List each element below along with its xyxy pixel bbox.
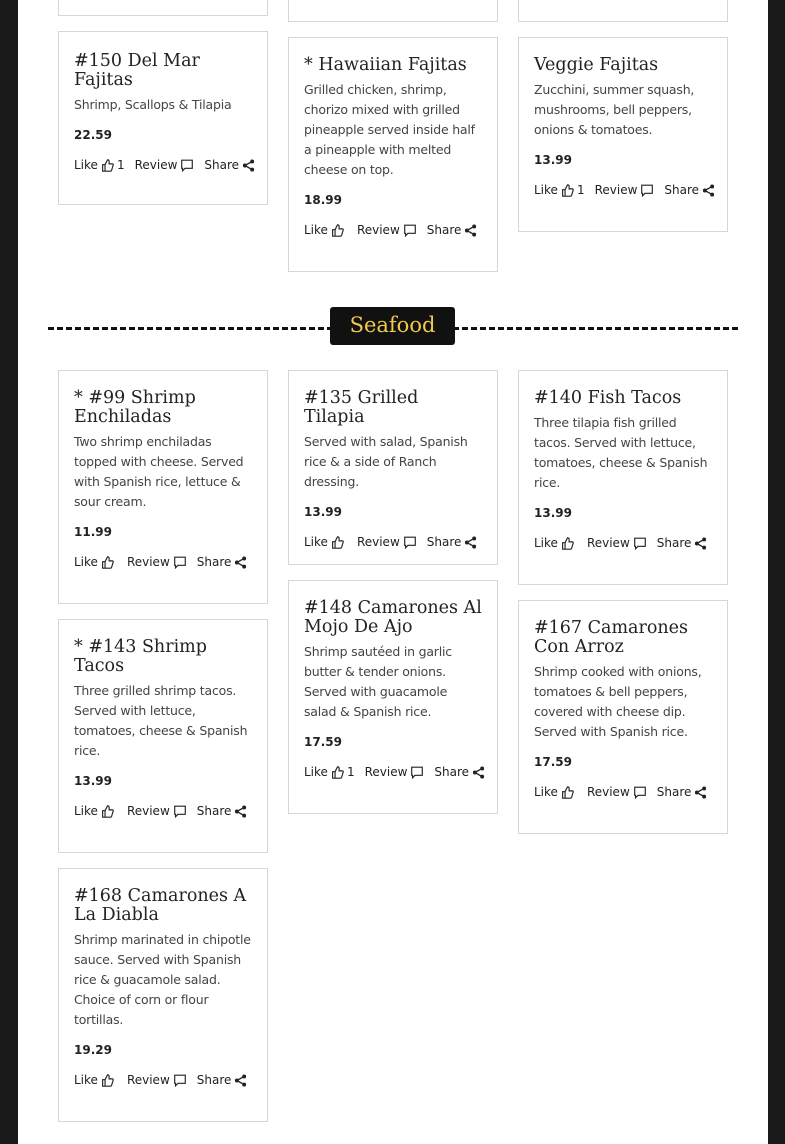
- menu-item-price: 19.29: [74, 1043, 112, 1057]
- menu-card: [288, 580, 498, 814]
- comment-icon: [633, 786, 647, 799]
- share-button[interactable]: Share: [427, 220, 478, 240]
- thumbs-up-icon: [331, 536, 344, 549]
- comment-icon: [403, 224, 417, 237]
- comment-icon: [403, 536, 417, 549]
- thumbs-up-icon: [331, 766, 344, 779]
- menu-item-price: 22.59: [74, 128, 112, 142]
- section-title: Seafood: [330, 307, 455, 345]
- review-button[interactable]: Review: [127, 801, 187, 821]
- menu-item-title: Veggie Fajitas: [534, 55, 659, 75]
- menu-card: [288, 370, 498, 565]
- share-button[interactable]: Share: [197, 552, 248, 572]
- like-button[interactable]: Like: [304, 532, 347, 552]
- menu-card: [518, 600, 728, 834]
- menu-item-description: Served with salad, Spanish rice & a side of Ranch dressing.: [304, 434, 468, 489]
- like-count: 1: [116, 158, 125, 172]
- share-button[interactable]: Share: [657, 782, 708, 802]
- menu-item-actions: [74, 552, 252, 572]
- share-button[interactable]: Share: [197, 1070, 248, 1090]
- review-button[interactable]: Review: [595, 180, 655, 200]
- share-icon: [234, 805, 247, 818]
- thumbs-up-icon: [561, 537, 574, 550]
- menu-item-description: Grilled chicken, shrimp, chorizo mixed with grilled pineapple served inside half a pineapple with melted cheese on top.: [304, 82, 475, 177]
- menu-card-partial: [518, 0, 728, 22]
- like-button[interactable]: Like: [74, 1070, 117, 1090]
- thumbs-up-icon: [101, 805, 114, 818]
- menu-item-actions: [74, 1070, 252, 1090]
- like-button[interactable]: Like: [534, 533, 577, 553]
- menu-item-description: Two shrimp enchiladas topped with cheese. Served with Spanish rice, lettuce & sour cream.: [74, 434, 244, 509]
- menu-item-actions: [74, 155, 252, 175]
- share-icon: [234, 556, 247, 569]
- menu-card: [58, 619, 268, 853]
- menu-item-title: * Hawaiian Fajitas: [304, 55, 467, 75]
- share-icon: [472, 766, 485, 779]
- menu-item-price: 13.99: [534, 506, 572, 520]
- menu-card: [58, 31, 268, 205]
- menu-item-title: #168 Camarones A La Diabla: [74, 886, 247, 925]
- like-count: 1: [576, 183, 585, 197]
- menu-item-price: 17.59: [304, 735, 342, 749]
- share-button[interactable]: Share: [197, 801, 248, 821]
- menu-card-partial: [288, 0, 498, 22]
- comment-icon: [173, 556, 187, 569]
- menu-card: [288, 37, 498, 272]
- like-button[interactable]: Like: [74, 801, 117, 821]
- menu-item-description: Shrimp cooked with onions, tomatoes & bell peppers, covered with cheese dip. Served with Spanish rice.: [534, 664, 702, 739]
- review-button[interactable]: Review: [135, 155, 195, 175]
- menu-item-price: 13.99: [534, 153, 572, 167]
- like-button[interactable]: Like: [74, 552, 117, 572]
- menu-item-actions: [534, 533, 712, 553]
- thumbs-up-icon: [561, 786, 574, 799]
- menu-item-actions: [534, 180, 712, 200]
- menu-item-title: #167 Camarones Con Arroz: [534, 618, 688, 657]
- menu-card: [58, 868, 268, 1122]
- menu-item-title: #135 Grilled Tilapia: [304, 388, 419, 427]
- comment-icon: [640, 184, 654, 197]
- menu-item-actions: [534, 782, 712, 802]
- thumbs-up-icon: [331, 224, 344, 237]
- review-button[interactable]: Review: [127, 552, 187, 572]
- review-button[interactable]: Review: [357, 532, 417, 552]
- review-button[interactable]: Review: [587, 782, 647, 802]
- like-button[interactable]: Like 1: [74, 155, 125, 175]
- share-icon: [694, 537, 707, 550]
- comment-icon: [173, 1074, 187, 1087]
- menu-item-actions: [304, 762, 482, 782]
- menu-card: [518, 37, 728, 232]
- menu-item-description: Shrimp, Scallops & Tilapia: [74, 97, 232, 112]
- review-button[interactable]: Review: [127, 1070, 187, 1090]
- like-button[interactable]: Like 1: [534, 180, 585, 200]
- menu-card-partial: [58, 0, 268, 16]
- like-button[interactable]: Like 1: [304, 762, 355, 782]
- share-button[interactable]: Share: [204, 155, 255, 175]
- share-button[interactable]: Share: [434, 762, 485, 782]
- menu-item-title: * #99 Shrimp Enchiladas: [74, 388, 196, 427]
- menu-item-title: #150 Del Mar Fajitas: [74, 51, 200, 90]
- share-icon: [694, 786, 707, 799]
- thumbs-up-icon: [101, 159, 114, 172]
- menu-item-title: * #143 Shrimp Tacos: [74, 637, 207, 676]
- thumbs-up-icon: [101, 1074, 114, 1087]
- menu-item-description: Shrimp sautéed in garlic butter & tender onions. Served with guacamole salad & Spanish rice.: [304, 644, 452, 719]
- menu-card: [58, 370, 268, 604]
- menu-item-price: 18.99: [304, 193, 342, 207]
- menu-page: [18, 0, 768, 1144]
- thumbs-up-icon: [101, 556, 114, 569]
- menu-item-price: 17.59: [534, 755, 572, 769]
- menu-item-actions: [304, 532, 482, 552]
- share-icon: [234, 1074, 247, 1087]
- share-button[interactable]: Share: [657, 533, 708, 553]
- menu-item-actions: [304, 220, 482, 240]
- review-button[interactable]: Review: [587, 533, 647, 553]
- comment-icon: [410, 766, 424, 779]
- menu-item-price: 13.99: [304, 505, 342, 519]
- menu-item-price: 13.99: [74, 774, 112, 788]
- review-button[interactable]: Review: [357, 220, 417, 240]
- menu-item-price: 11.99: [74, 525, 112, 539]
- share-icon: [464, 224, 477, 237]
- menu-item-title: #148 Camarones Al Mojo De Ajo: [304, 598, 482, 637]
- menu-item-description: Three tilapia fish grilled tacos. Served with lettuce, tomatoes, cheese & Spanish rice.: [534, 415, 708, 490]
- like-button[interactable]: Like: [534, 782, 577, 802]
- comment-icon: [180, 159, 194, 172]
- menu-card: [518, 370, 728, 585]
- menu-item-description: Three grilled shrimp tacos. Served with lettuce, tomatoes, cheese & Spanish rice.: [74, 683, 248, 758]
- share-icon: [464, 536, 477, 549]
- review-button[interactable]: Review: [365, 762, 425, 782]
- like-button[interactable]: Like: [304, 220, 347, 240]
- menu-item-actions: [74, 801, 252, 821]
- like-count: 1: [346, 765, 355, 779]
- share-icon: [702, 184, 715, 197]
- comment-icon: [633, 537, 647, 550]
- menu-item-title: #140 Fish Tacos: [534, 388, 682, 408]
- menu-item-description: Shrimp marinated in chipotle sauce. Served with Spanish rice & guacamole salad. Choice of corn or flour tortillas.: [74, 932, 251, 1027]
- share-button[interactable]: Share: [427, 532, 478, 552]
- share-icon: [242, 159, 255, 172]
- share-button[interactable]: Share: [664, 180, 715, 200]
- menu-item-description: Zucchini, summer squash, mushrooms, bell peppers, onions & tomatoes.: [534, 82, 695, 137]
- thumbs-up-icon: [561, 184, 574, 197]
- comment-icon: [173, 805, 187, 818]
